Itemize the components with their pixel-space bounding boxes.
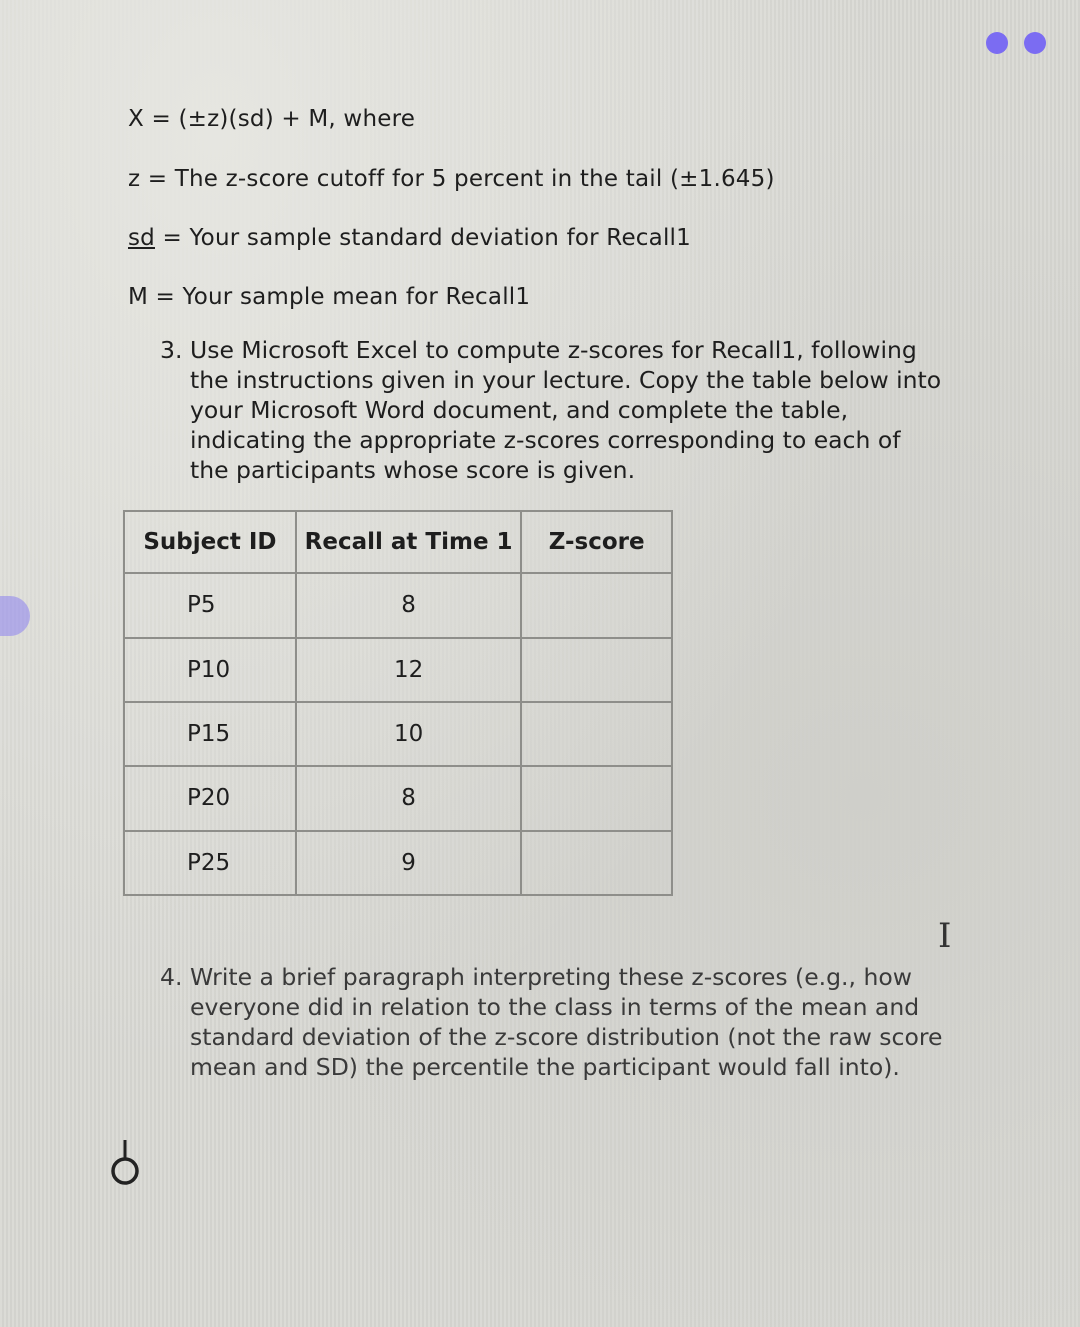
question-4-line: Write a brief paragraph interpreting these z-scores (e.g., how: [190, 963, 912, 991]
table-row: [124, 573, 672, 637]
edge-highlight: [0, 596, 30, 636]
sd-definition-text: = Your sample standard deviation for Recall1: [154, 225, 691, 251]
subject-cell: P25: [124, 831, 296, 895]
text-cursor-icon: I: [938, 916, 952, 956]
question-4-number: 4.: [160, 963, 183, 991]
header-subject-id: Subject ID: [124, 511, 296, 573]
z-definition: [128, 166, 775, 192]
table-row: [124, 638, 672, 702]
subject-cell: P10: [124, 638, 296, 702]
zscore-cell[interactable]: [521, 831, 672, 895]
zscore-cell[interactable]: [521, 638, 672, 702]
recall-cell: 8: [296, 766, 521, 830]
recall-cell: 10: [296, 702, 521, 766]
m-definition: [128, 284, 530, 310]
z-definition-text: = The z-score cutoff for 5 percent in the tail (±1.645): [140, 166, 775, 192]
table-row: [124, 702, 672, 766]
recall-cell: 9: [296, 831, 521, 895]
table-row: [124, 831, 672, 895]
question-4-line: everyone did in relation to the class in terms of the mean and: [190, 993, 920, 1021]
window-dot-icon: [1024, 32, 1046, 54]
zscore-cell[interactable]: [521, 766, 672, 830]
question-4: [160, 962, 942, 1082]
sd-definition: [128, 225, 691, 251]
subject-cell: P20: [124, 766, 296, 830]
question-3-line: your Microsoft Word document, and complete the table,: [190, 396, 849, 424]
scroll-knob-icon[interactable]: [108, 1138, 142, 1188]
m-definition-text: = Your sample mean for Recall1: [148, 284, 531, 310]
table-header-row: [124, 511, 672, 573]
recall-cell: 12: [296, 638, 521, 702]
question-3-number: 3.: [160, 336, 183, 364]
header-zscore: Z-score: [521, 511, 672, 573]
formula-line: [128, 106, 415, 132]
question-4-line: standard deviation of the z-score distribution (not the raw score: [190, 1023, 943, 1051]
question-3: [160, 335, 941, 485]
zscore-cell[interactable]: [521, 702, 672, 766]
question-3-line: the instructions given in your lecture. Copy the table below into: [190, 366, 942, 394]
window-dot-icon: [986, 32, 1008, 54]
z-label: z: [128, 166, 141, 192]
zscore-cell[interactable]: [521, 573, 672, 637]
question-3-line: the participants whose score is given.: [190, 456, 636, 484]
subject-cell: P5: [124, 573, 296, 637]
recall-cell: 8: [296, 573, 521, 637]
header-recall: Recall at Time 1: [296, 511, 521, 573]
zscore-table: [123, 510, 673, 896]
subject-cell: P15: [124, 702, 296, 766]
question-3-line: Use Microsoft Excel to compute z-scores for Recall1, following: [190, 336, 917, 364]
question-4-line: mean and SD) the percentile the participant would fall into).: [190, 1053, 900, 1081]
formula-text: X = (±z)(sd) + M, where: [128, 106, 416, 132]
table-row: [124, 766, 672, 830]
question-3-line: indicating the appropriate z-scores corresponding to each of: [190, 426, 901, 454]
sd-label: sd: [128, 225, 155, 251]
m-label: M: [128, 284, 149, 310]
